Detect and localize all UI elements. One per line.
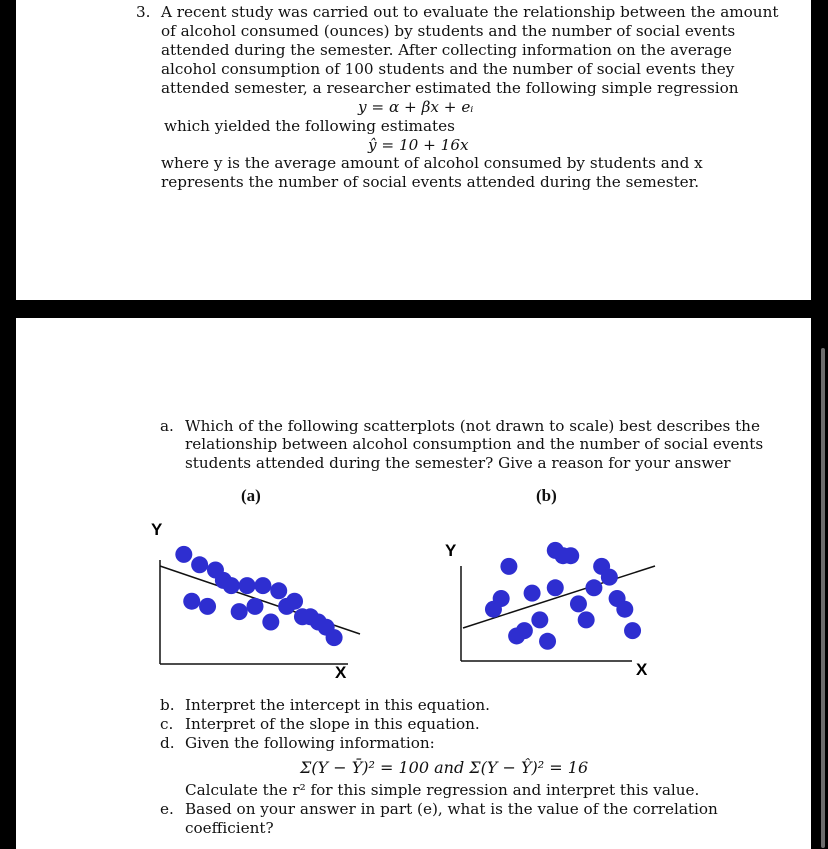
plot-b-label: (b) [536, 486, 557, 505]
intro-line-3: attended during the semester. After collecting information on the average [161, 41, 732, 59]
scatter-point [191, 556, 208, 573]
plot-b-x-label: X [636, 660, 648, 679]
intro-line-1: A recent study was carried out to evaluate the relationship between the amount [161, 3, 779, 21]
part-e-line-2: coefficient? [185, 819, 274, 837]
part-a-line-2: relationship between alcohol consumption and the number of social events [185, 435, 764, 453]
where-line-2: represents the number of social events attended during the semester. [161, 173, 700, 191]
scatter-point [183, 593, 200, 610]
scatter-point [539, 633, 556, 650]
plot-a-y-label: Y [151, 520, 163, 539]
scatter-point [508, 627, 525, 644]
part-d-text: Given the following information: [185, 734, 435, 752]
scatter-point [547, 579, 564, 596]
scatter-point [278, 598, 295, 615]
part-b-label: b. [160, 696, 175, 714]
estimated-equation: ŷ = 10 + 16x [368, 136, 469, 154]
part-d-label: d. [160, 734, 175, 752]
scatter-point [223, 577, 240, 594]
plot-a-label: (a) [241, 486, 261, 505]
scatter-point [547, 542, 564, 559]
sums-equation: Σ(Y − Ȳ)² = 100 and Σ(Y − Ŷ)² = 16 [300, 758, 589, 777]
scatterplot-b [445, 541, 655, 679]
scatter-point [578, 611, 595, 628]
part-a-label: a. [160, 417, 174, 435]
scatter-point [310, 614, 327, 631]
scatter-point [199, 598, 216, 615]
scatter-point [262, 614, 279, 631]
part-e-label: e. [160, 800, 174, 818]
scatter-point [326, 629, 343, 646]
plot-b-trend-line [463, 566, 655, 628]
scatter-point [500, 558, 517, 575]
part-a-line-1: Which of the following scatterplots (not drawn to scale) best describes the [185, 417, 760, 435]
scatter-point [585, 579, 602, 596]
where-line-1: where y is the average amount of alcohol consumed by students and x [161, 154, 703, 172]
scatter-point [270, 582, 287, 599]
scatter-point [239, 577, 256, 594]
scatter-point [254, 577, 271, 594]
scatter-point [231, 603, 248, 620]
question-number: 3. [136, 3, 151, 21]
part-e-line-1: Based on your answer in part (e), what is the value of the correlation [185, 800, 718, 818]
intro-line-2: of alcohol consumed (ounces) by students and the number of social events [161, 22, 736, 40]
scatter-point [531, 611, 548, 628]
scatter-point [493, 590, 510, 607]
part-d-follow: Calculate the r² for this simple regression and interpret this value. [185, 781, 700, 799]
scatter-point [570, 595, 587, 612]
scatter-point [624, 622, 641, 639]
part-c-text: Interpret of the slope in this equation. [185, 715, 480, 733]
model-equation: y = α + βx + eᵢ [358, 98, 474, 116]
intro-line-4: alcohol consumption of 100 students and the number of social events they [161, 60, 735, 78]
part-b-text: Interpret the intercept in this equation. [185, 696, 490, 714]
scatter-point [524, 585, 541, 602]
scatter-point [616, 601, 633, 618]
scatter-point [601, 569, 618, 586]
plot-a-x-label: X [335, 663, 347, 682]
part-a-line-3: students attended during the semester? Give a reason for your answer [185, 454, 731, 472]
intro-line-5: attended semester, a researcher estimated the following simple regression [161, 79, 739, 97]
scatter-point [175, 546, 192, 563]
scatter-point [247, 598, 264, 615]
plot-b-y-label: Y [445, 541, 457, 560]
scatterplot-a [151, 520, 360, 682]
part-c-label: c. [160, 715, 174, 733]
estimates-intro: which yielded the following estimates [164, 117, 455, 135]
scatter-point [294, 608, 311, 625]
